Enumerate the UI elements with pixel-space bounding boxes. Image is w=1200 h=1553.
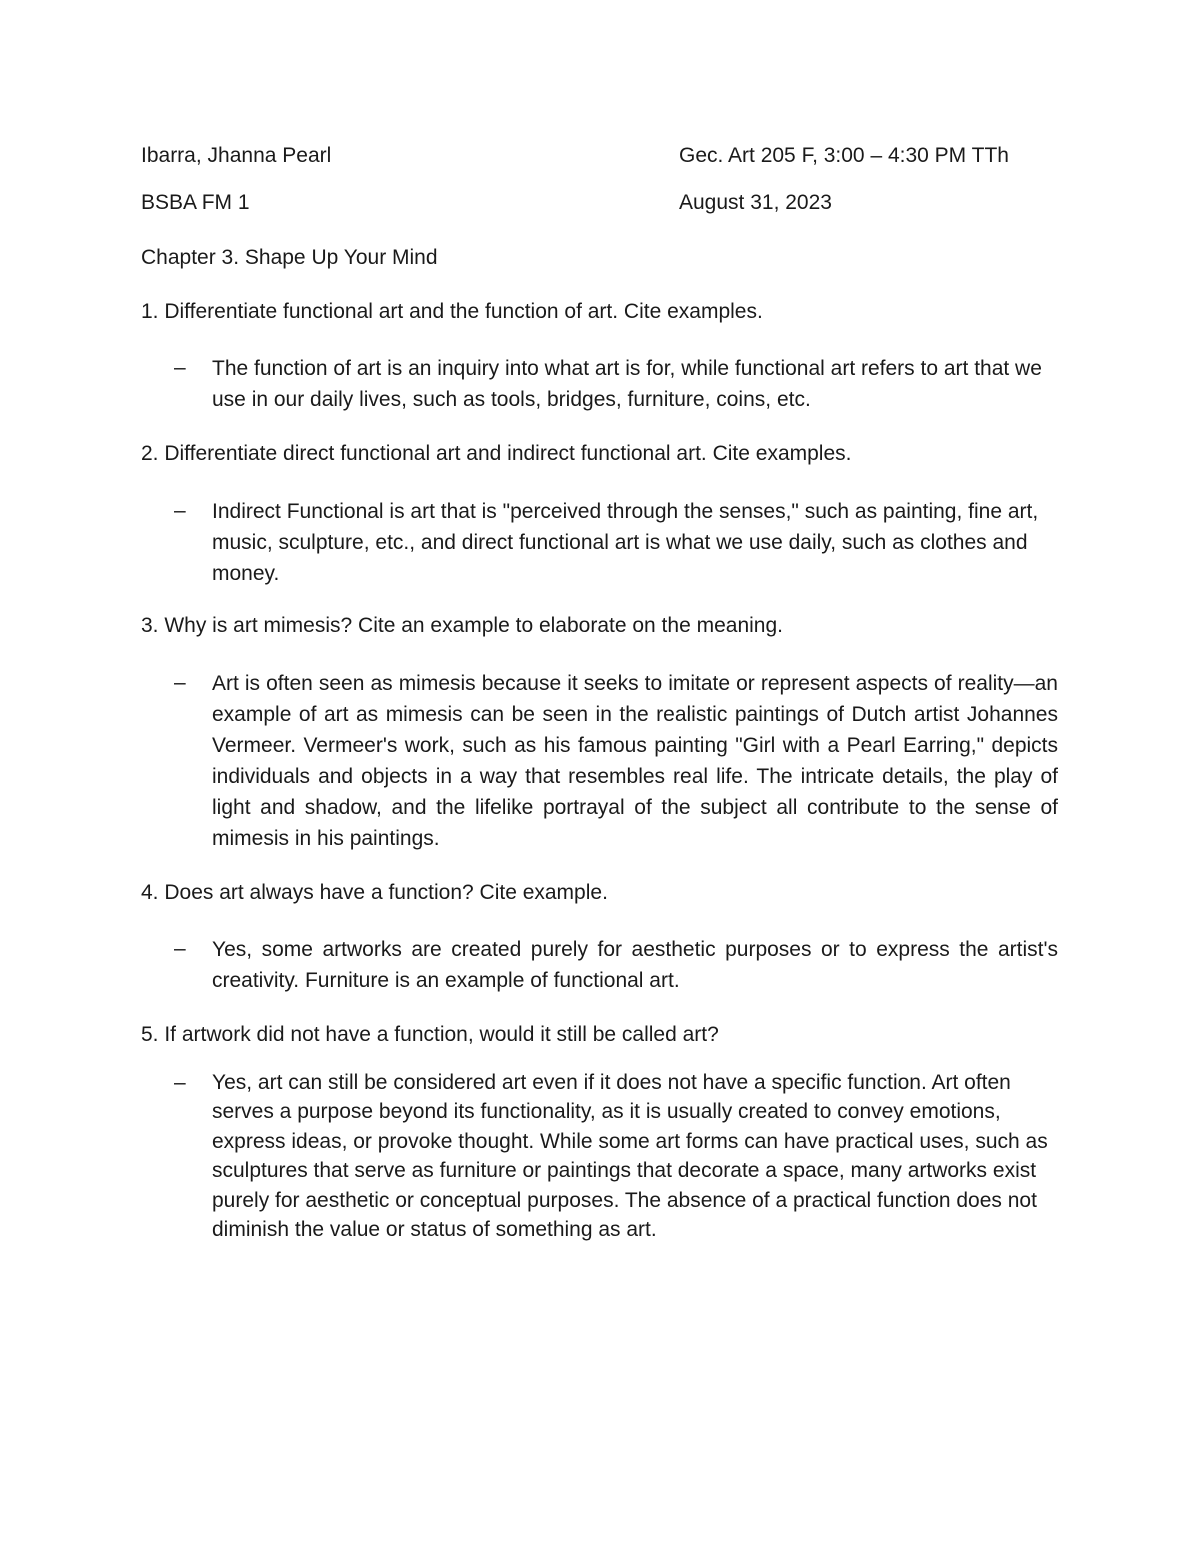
- question-4: 4. Does art always have a function? Cite example.: [141, 881, 608, 904]
- answer-2: Indirect Functional is art that is "perceived through the senses," such as painting, fine art, music, sculpture, etc., and direct functional art is what we use daily, such as clothes and money.: [212, 500, 1039, 585]
- student-name: Ibarra, Jhanna Pearl: [141, 144, 332, 167]
- answer-1: The function of art is an inquiry into what art is for, while functional art refers to art that we use in our daily lives, such as tools, bridges, furniture, coins, etc.: [212, 357, 1042, 411]
- submission-date: August 31, 2023: [679, 191, 832, 214]
- bullet-dash: –: [174, 356, 186, 379]
- course-schedule: Gec. Art 205 F, 3:00 – 4:30 PM TTh: [679, 144, 1009, 167]
- answer-5: Yes, art can still be considered art even if it does not have a specific function. Art often serves a purpose beyond its functionality, as it is usually created to convey emotions, express ideas, or provoke thought. While some art forms can have practical uses, such as sculptures that serve as furniture or paintings that decorate a space, many artworks exist purely for aesthetic or conceptual purposes. The absence of a practical function does not diminish the value or status of something as art.: [212, 1071, 1048, 1242]
- bullet-dash: –: [174, 1071, 186, 1094]
- bullet-dash: –: [174, 671, 186, 694]
- chapter-title: Chapter 3. Shape Up Your Mind: [141, 246, 438, 269]
- bullet-dash: –: [174, 499, 186, 522]
- question-2: 2. Differentiate direct functional art and indirect functional art. Cite examples.: [141, 442, 852, 465]
- question-5: 5. If artwork did not have a function, would it still be called art?: [141, 1023, 719, 1046]
- answer-4: Yes, some artworks are created purely for aesthetic purposes or to express the artist's creativity. Furniture is an example of functional art.: [212, 938, 1058, 992]
- bullet-dash: –: [174, 937, 186, 960]
- answer-3: Art is often seen as mimesis because it seeks to imitate or represent aspects of reality—an example of art as mimesis can be seen in the realistic paintings of Dutch artist Johannes Vermeer. Vermeer's work, such as his famous painting "Girl with a Pearl Earring," depicts individuals and objects in a way that resembles real life. The intricate details, the play of light and shadow, and the lifelike portrayal of the subject all contribute to the sense of mimesis in his paintings.: [212, 672, 1058, 850]
- student-program: BSBA FM 1: [141, 191, 250, 214]
- question-1: 1. Differentiate functional art and the function of art. Cite examples.: [141, 300, 763, 323]
- question-3: 3. Why is art mimesis? Cite an example to elaborate on the meaning.: [141, 614, 783, 637]
